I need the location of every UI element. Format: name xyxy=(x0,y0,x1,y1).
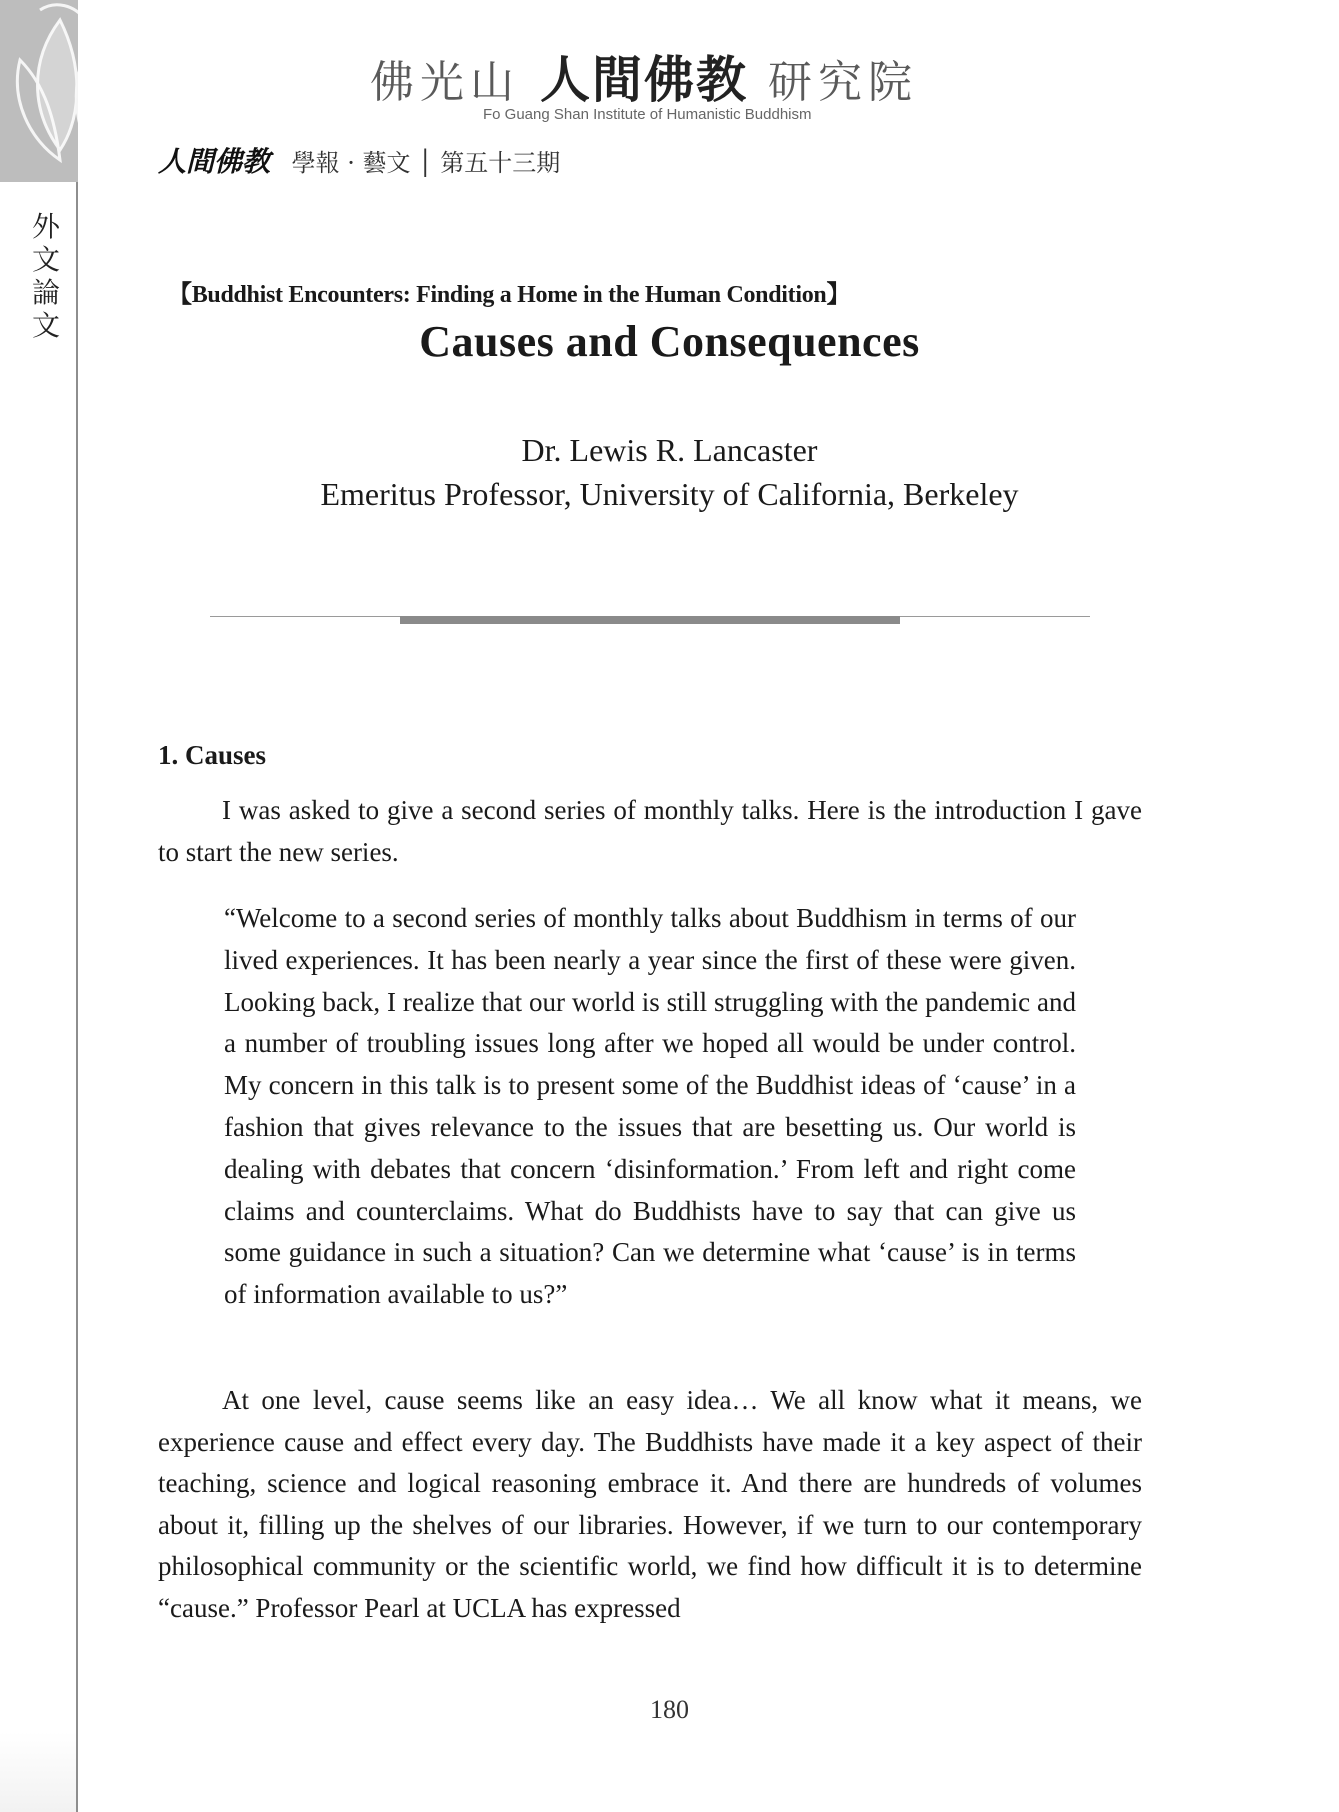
page-number: 180 xyxy=(650,1695,689,1724)
institute-name-english: Fo Guang Shan Institute of Humanistic Buddhism xyxy=(483,106,812,123)
block-quote: “Welcome to a second series of monthly talks about Buddhism in terms of our lived experiences. It has been nearly a year since the first of these were given. Looking back, I realize that our world is still struggling with the pandemic and a number of troubling issues long after we hoped all would be under control. My concern in this talk is to present some of the Buddhist ideas of ‘cause’ in a fashion that gives relevance to the issues that are besetting us. Our world is dealing with debates that concern ‘disinformation.’ From left and right come claims and counterclaims. What do Buddhists have to say that can give us some guidance in such a situation? Can we determine what ‘cause’ is in terms of information available to us?” xyxy=(224,903,1076,1310)
institute-name-chinese xyxy=(370,40,970,112)
side-band-rule xyxy=(76,182,78,1812)
section-heading: 1. Causes xyxy=(158,740,267,770)
series-title: 【Buddhist Encounters: Finding a Home in the Human Condition】 xyxy=(168,282,851,308)
author-affiliation: Emeritus Professor, University of California, Berkeley xyxy=(320,476,1019,512)
side-band-bottom-shade xyxy=(0,1732,76,1812)
body-paragraph-2: At one level, cause seems like an easy idea… We all know what it means, we experience cause and effect every day. The Buddhists have made it a key aspect of their teaching, science and logical reasoning embrace it. And there are hundreds of volumes about it, filling up the shelves of our libraries. However, if we turn to our contemporary philosophical community or the scientific world, we find how difficult it is to determine “cause.” Professor Pearl at UCLA has expressed xyxy=(158,1385,1142,1623)
institute-name-brush: 人間佛教 xyxy=(540,50,748,109)
institute-name-prefix: 佛光山 xyxy=(370,57,520,108)
author-name: Dr. Lewis R. Lancaster xyxy=(521,432,818,468)
title-divider-thick xyxy=(400,616,900,624)
institute-name-suffix: 研究院 xyxy=(768,57,918,108)
article-title: Causes and Consequences xyxy=(419,317,920,366)
vertical-section-tag: 外 文 論 文 xyxy=(31,210,60,342)
journal-running-head xyxy=(158,140,678,180)
body-paragraph-1: I was asked to give a second series of monthly talks. Here is the introduction I gave to start the new series. xyxy=(158,795,1142,867)
journal-issue: 學報 · 藝文 │ 第五十三期 xyxy=(291,149,561,177)
journal-brand: 人間佛教 xyxy=(158,145,271,178)
